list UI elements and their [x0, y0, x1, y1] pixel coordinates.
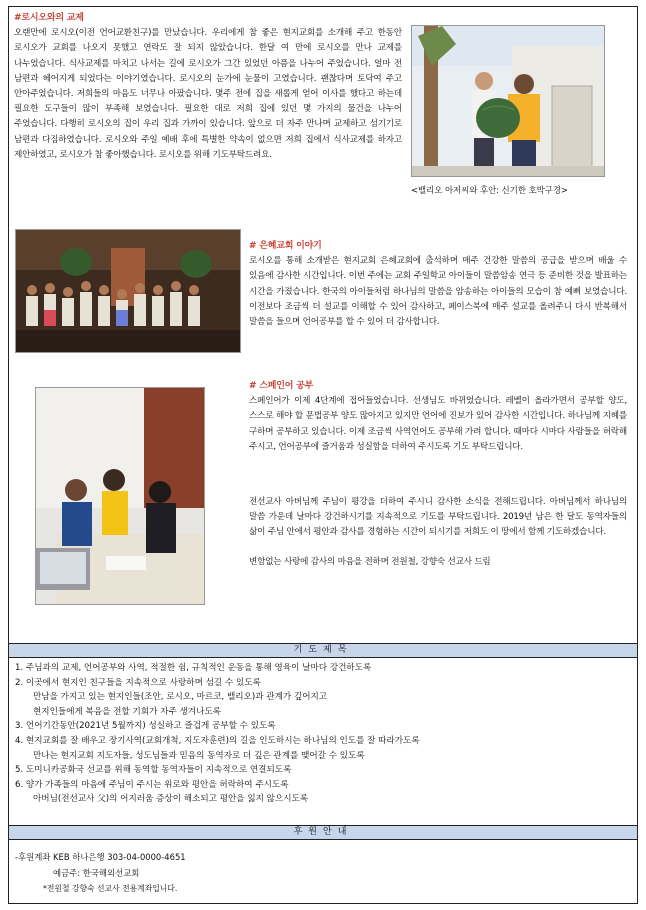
prayer-item: 만나는 현지교회 지도자들, 성도님들과 믿음의 동역자로 더 깊은 관계를 맺어갈 수 있도록: [33, 750, 365, 761]
prayer-item: 4. 현지교회를 잘 배우고 장기사역(교회개척, 지도자훈련)의 길을 인도하시는 하나님의 인도를 잘 따라가도록: [15, 735, 420, 746]
prayer-item: 3. 언어기간동안(2021년 5월까지) 성실하고 즐겁게 공부할 수 있도록: [15, 721, 276, 732]
photo-caption: <밸리오 아저씨와 후안: 신기한 호박구경>: [411, 185, 568, 195]
closing-paragraph: 전선교사 아버님께 주님이 평강을 더하여 주시니 감사한 소식을 전해드립니다. 아버님께서 하나님의 말씀 가운데 날마다 강건하시기를 지속적으로 기도를 부탁드립니다. 2019년 남은 한 달도 동역자들의 삶이 주님 안에서 평안과 감사를 경험하는 시간이 되시기를 저희도 이 땅에서 함께 기도하겠습니다.: [249, 497, 627, 538]
support-title-bar: 후원안내: [9, 825, 637, 840]
section-heading: # 은혜교회 이야기: [249, 241, 322, 251]
photo-pumpkin: [411, 25, 605, 177]
support-note: *전원철 강향숙 선교사 전용계좌입니다.: [43, 884, 178, 893]
photo-church: [15, 229, 241, 353]
support-info: [15, 849, 186, 897]
prayer-title-bar: 기도제목: [9, 643, 637, 658]
section-body: 로시오를 통해 소개받은 현지교회 은혜교회에 출석하며 매주 건강한 말씀의 공급을 받으며 배울 수 있음에 감사한 시간입니다. 이번 주에는 교회 주일학교 아이들이 말씀암송 연극 등 준비한 것을 발표하는 시간을 가졌습니다. 한국의 아이들처럼 하나님의 말씀을 암송하는 아이들의 모습이 참 예뻐 보였습니다. 이전보다 조금씩 더 설교를 이해할 수 있어 감사하고, 페이스북에 매주 설교를 올려주니 다시 반복해서 말씀을 들으며 언어공부를 할 수 있어 더 감사합니다.: [249, 256, 627, 328]
prayer-list: [15, 661, 631, 807]
closing-signature: 변함없는 사랑에 감사의 마음을 전하며 전원철, 강향숙 선교사 드림: [249, 556, 491, 567]
prayer-item: 2. 이곳에서 현지인 친구들을 지속적으로 사랑하며 섬길 수 있도록: [15, 677, 261, 688]
prayer-item: 5. 도미니카공화국 선교를 위해 동역할 동역자들이 지속적으로 연결되도록: [15, 765, 292, 776]
newsletter-page: [8, 6, 638, 904]
support-holder: 예금주: 한국해외선교회: [53, 868, 140, 878]
prayer-item: 현지인들에게 복음을 전할 기회가 자주 생겨나도록: [33, 706, 221, 717]
photo-spanish-class: [35, 387, 205, 605]
prayer-item: 6. 양가 가족들의 마음에 주님이 주시는 위로와 평안을 허락하여 주시도록: [15, 779, 289, 790]
section-heading: # 스페인어 공부: [249, 381, 314, 391]
section-body: 스페인어가 이제 4단계에 접어들었습니다. 선생님도 바뀌었습니다. 레벨이 올라가면서 공부할 양도, 스스로 해야 할 문법공부 양도 많아지고 있지만 언어에 진보가 있어 감사한 시간입니다. 하나님께 지혜를 구하며 공부하고 있습니다. 이제 조금씩 사역언어도 공부해 가려 합니다. 때마다 시마다 사람들을 허락해 주시고, 언어공부에 즐거움과 성실함을 더하여 주시도록 기도 부탁드립니다.: [249, 396, 627, 452]
prayer-item: 아버님(전선교사 父)의 어지러움 증상이 해소되고 평안을 잃지 않으시도록: [33, 794, 309, 805]
prayer-item: 1. 주님과의 교제, 언어공부와 사역, 적절한 쉼, 규칙적인 운동을 통해 영육이 날마다 강건하도록: [15, 663, 372, 673]
support-account: -후원계좌 KEB 하나은행 303-04-0000-4651: [15, 852, 186, 862]
section-church: [249, 239, 627, 330]
closing-text: [249, 495, 627, 570]
section-body: 오랜만에 로시오(이전 언어교환친구)를 만났습니다. 우리에게 참 좋은 현지교회를 소개해 주고 한동안 로시오가 교회를 나오지 못했고 연락도 잘 되지 않았습니다. 한달 여 만에 로시오를 만나 교제를 나누었습니다. 식사교제를 마치고 나서는 길에 로시오가 그간 있었던 아픔을 나누어 주었습니다. 얼마 전 남편과 헤어지게 되었다는 이야기였습니다. 로시오의 눈가에 눈물이 고였습니다. 괜찮다며 토닥여 주고 안아주었습니다. 저희들의 마음도 너무나 아팠습니다. 몇주 전에 집을 새롭게 얻어 이사를 했다고 하는데 필요한 도구들이 많이 부족해 보였습니다. 필요한 대로 저희 집에 있던 몇 가지의 물건을 나누어 주었습니다. 다행히 로시오의 집이 우리 집과 가까이 있습니다. 앞으로 더 자주 만나며 교제하고 섬기기로 남편과 다짐하였습니다. 로시오와 주일 예배 후에 특별한 약속이 없으면 저희 집에서 식사교제를 하자고 제안하였고, 로시오가 참 좋아했습니다. 로시오를 위해 기도부탁드려요.: [14, 28, 402, 160]
section-heading: #로시오와의 교제: [14, 13, 84, 23]
section-rocio: [14, 11, 402, 163]
section-spanish: [249, 379, 627, 455]
prayer-item: 만남을 가지고 있는 현지인들(조안, 로시오, 마르코, 밸리오)과 관계가 깊어지고: [33, 692, 328, 703]
